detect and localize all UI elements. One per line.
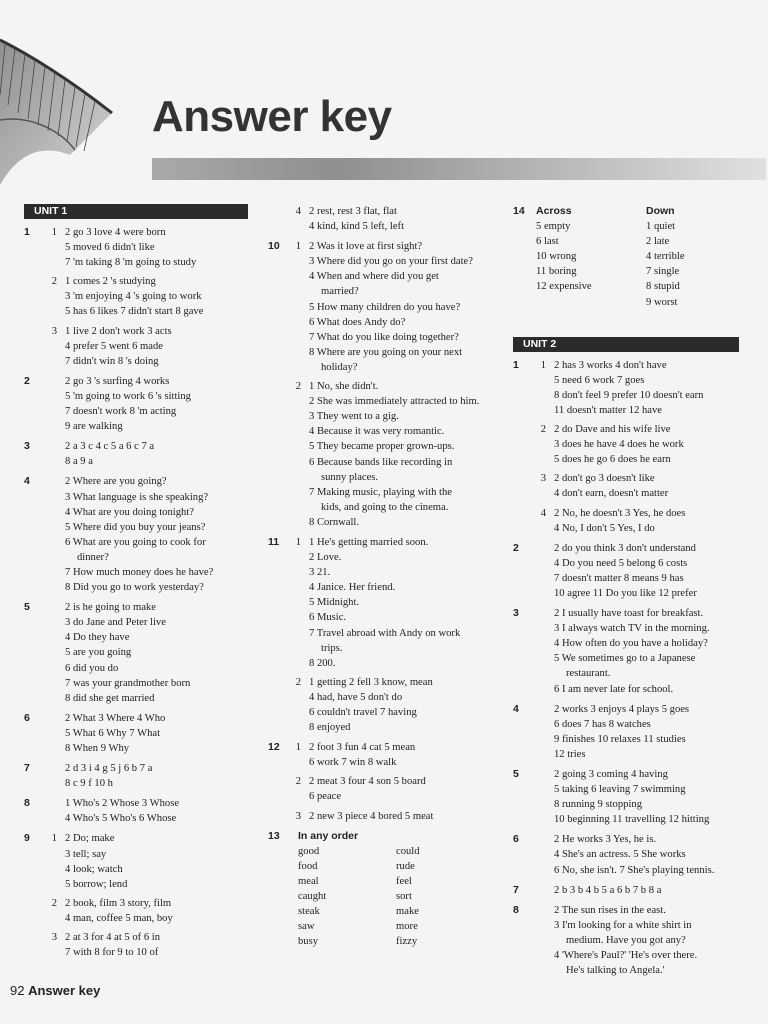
exercise-block xyxy=(513,541,739,601)
answer-part xyxy=(534,471,739,501)
exercise-number: 1 xyxy=(24,226,30,238)
answer-line: 9 finishes 10 relaxes 11 studies xyxy=(554,733,686,745)
answer-line: 3 do Jane and Peter live xyxy=(65,617,166,629)
down-item: 7 single xyxy=(646,266,680,278)
exercise-block xyxy=(24,474,248,595)
answer-part xyxy=(45,600,248,706)
answer-line: 5 borrow; lend xyxy=(65,878,128,890)
word-item: saw xyxy=(298,921,315,933)
title-gradient-bar xyxy=(152,158,766,180)
answer-line: 4 How often do you have a holiday? xyxy=(554,638,708,650)
exercise-block xyxy=(513,702,739,762)
answer-line: 6 does 7 has 8 watches xyxy=(554,718,651,730)
answer-line: 3 'm enjoying 4 's going to work xyxy=(65,291,202,303)
answer-line: 2 Where are you going? xyxy=(65,476,167,488)
column-1 xyxy=(24,204,248,965)
answer-line: 7 didn't win 8 's doing xyxy=(65,355,159,367)
exercise-number: 14 xyxy=(513,205,525,217)
answer-line: 6 did you do xyxy=(65,662,119,674)
answer-line: 7 Making music, playing with the xyxy=(309,486,453,498)
across-item: 5 empty xyxy=(536,221,571,233)
answer-line: 7 How much money does he have? xyxy=(65,566,214,578)
answer-part xyxy=(289,809,490,824)
answer-line: 2 foot 3 fun 4 cat 5 mean xyxy=(309,742,416,754)
answer-line: 7 doesn't matter 8 means 9 has xyxy=(554,572,684,584)
answer-line: 2 Was it love at first sight? xyxy=(309,241,423,253)
exercise-block xyxy=(24,761,248,791)
answer-part xyxy=(289,740,490,770)
exercise-number: 11 xyxy=(268,535,280,548)
answer-line: 8 running 9 stopping xyxy=(554,799,642,811)
answer-line: 7 Travel abroad with Andy on work xyxy=(309,627,461,639)
exercise-13-heading: In any order xyxy=(298,829,359,842)
exercise-block xyxy=(513,903,739,978)
exercise-number: 8 xyxy=(513,903,519,916)
answer-line: 6 Because bands like recording in xyxy=(309,456,453,468)
exercise-block xyxy=(24,225,248,369)
exercise-number: 4 xyxy=(513,702,519,715)
answer-line: 2 rest, rest 3 flat, flat xyxy=(309,206,397,217)
page-number: 92 xyxy=(10,983,25,998)
answer-line: 3 They went to a gig. xyxy=(309,411,399,423)
answer-line: 2 meat 3 four 4 son 5 board xyxy=(309,776,426,788)
word-item: food xyxy=(298,860,318,872)
exercise-block xyxy=(513,606,739,697)
answer-line: 2 do Dave and his wife live xyxy=(554,424,671,436)
answer-line: 4 She's an actress. 5 She works xyxy=(554,849,686,861)
col2-exercises xyxy=(268,204,490,824)
answer-line: 4 When and where did you get xyxy=(309,271,439,283)
exercise-number: 7 xyxy=(513,883,519,896)
part-number: 2 xyxy=(540,424,546,436)
answer-line: 3 tell; say xyxy=(65,848,107,860)
answer-line: 6 Music. xyxy=(309,612,347,624)
answer-part xyxy=(289,239,490,375)
word-item: meal xyxy=(298,875,319,887)
column-2 xyxy=(268,204,490,954)
answer-part xyxy=(289,535,490,671)
answer-line: 4 Do they have xyxy=(65,632,130,644)
word-item: steak xyxy=(298,906,320,918)
answer-line: married? xyxy=(321,286,359,298)
word-item: rude xyxy=(396,860,415,872)
answer-line: restaurant. xyxy=(566,668,611,680)
answer-line: 4 What are you doing tonight? xyxy=(65,506,194,518)
decorative-roof-image xyxy=(0,35,115,185)
answer-line: 2 go 3 's surfing 4 works xyxy=(65,375,170,387)
answer-line: 6 What does Andy do? xyxy=(309,316,406,328)
unit-2-header: UNIT 2 xyxy=(513,337,739,352)
exercise-block xyxy=(24,374,248,434)
word-item: more xyxy=(396,921,418,933)
part-number: 3 xyxy=(295,810,301,822)
answer-line: 7 doesn't work 8 'm acting xyxy=(65,406,177,418)
part-number: 2 xyxy=(295,676,301,688)
across-item: 6 last xyxy=(536,236,559,248)
answer-part xyxy=(45,274,248,319)
answer-line: 3 I always watch TV in the morning. xyxy=(554,623,710,635)
answer-line: 1 comes 2 's studying xyxy=(65,276,156,288)
exercise-number: 8 xyxy=(24,797,30,810)
answer-line: 12 tries xyxy=(554,748,586,760)
answer-part xyxy=(534,358,739,418)
answer-part xyxy=(45,439,248,469)
answer-line: 2 works 3 enjoys 4 plays 5 goes xyxy=(554,703,690,715)
answer-line: 2 I usually have toast for breakfast. xyxy=(554,608,704,620)
answer-line: 1 Who's 2 Whose 3 Whose xyxy=(65,798,180,810)
answer-line: holiday? xyxy=(321,361,358,373)
word-item: sort xyxy=(396,891,412,903)
answer-line: 11 doesn't matter 12 have xyxy=(554,404,663,416)
word-item: could xyxy=(396,845,420,857)
answer-line: 1 He's getting married soon. xyxy=(309,536,429,548)
exercise-14 xyxy=(513,204,739,310)
answer-part xyxy=(45,225,248,270)
part-number: 3 xyxy=(51,932,57,944)
part-number: 2 xyxy=(51,897,57,909)
exercise-block xyxy=(268,535,490,735)
answer-line: 7 What do you like doing together? xyxy=(309,331,459,343)
exercise-number: 4 xyxy=(24,475,30,488)
part-number: 2 xyxy=(295,776,301,788)
down-item: 9 worst xyxy=(646,296,678,308)
answer-line: 2 No, he doesn't 3 Yes, he does xyxy=(554,507,686,519)
answer-line: 7 was your grandmother born xyxy=(65,677,191,689)
exercise-block xyxy=(513,883,739,898)
answer-line: sunny places. xyxy=(321,471,379,483)
col1-exercises xyxy=(24,225,248,960)
answer-line: 5 need 6 work 7 goes xyxy=(554,374,645,386)
down-item: 1 quiet xyxy=(646,221,676,233)
answer-line: 4 Janice. Her friend. xyxy=(309,582,396,594)
answer-line: 2 going 3 coming 4 having xyxy=(554,769,668,780)
answer-part xyxy=(534,606,739,697)
part-number: 3 xyxy=(540,473,546,485)
exercise-block xyxy=(24,831,248,960)
answer-line: 1 getting 2 fell 3 know, mean xyxy=(309,676,433,688)
word-item: fizzy xyxy=(396,936,418,948)
down-item: 2 late xyxy=(646,236,670,248)
answer-line: 6 No, she isn't. 7 She's playing tennis. xyxy=(554,864,715,876)
across-item: 12 expensive xyxy=(536,281,592,293)
answer-line: 3 Where did you go on your first date? xyxy=(309,256,473,268)
answer-line: trips. xyxy=(321,642,343,654)
part-number: 1 xyxy=(295,742,301,754)
exercise-number: 1 xyxy=(513,358,519,371)
answer-line: 4 Who's 5 Who's 6 Whose xyxy=(65,813,177,825)
answer-part xyxy=(45,831,248,891)
exercise-number: 3 xyxy=(513,607,519,620)
exercise-block xyxy=(24,439,248,469)
exercise-number: 5 xyxy=(513,768,519,780)
word-item: caught xyxy=(298,891,327,903)
answer-line: 5 Where did you buy your jeans? xyxy=(65,521,206,533)
footer-label: Answer key xyxy=(28,983,101,998)
answer-line: 6 couldn't travel 7 having xyxy=(309,707,417,718)
answer-line: 2 Do; make xyxy=(65,833,115,845)
answer-line: 5 has 6 likes 7 didn't start 8 gave xyxy=(65,306,204,318)
exercise-block xyxy=(268,204,490,234)
answer-line: 6 What are you going to cook for xyxy=(65,536,206,548)
exercise-block xyxy=(513,767,739,827)
answer-part xyxy=(45,930,248,960)
answer-line: 2 What 3 Where 4 Who xyxy=(65,712,166,724)
answer-line: 2 has 3 works 4 don't have xyxy=(554,359,667,371)
exercise-number: 2 xyxy=(513,541,519,554)
answer-line: 4 had, have 5 don't do xyxy=(309,691,403,703)
exercise-number: 10 xyxy=(268,240,280,253)
answer-line: 5 taking 6 leaving 7 swimming xyxy=(554,784,686,796)
answer-line: 3 What language is she speaking? xyxy=(65,491,209,503)
answer-part xyxy=(289,379,490,530)
answer-part xyxy=(45,474,248,595)
answer-line: 8 Where are you going on your next xyxy=(309,346,463,358)
answer-line: 4 look; watch xyxy=(65,863,123,875)
column-3 xyxy=(513,204,739,983)
answer-line: 5 What 6 Why 7 What xyxy=(65,727,161,739)
answer-part xyxy=(45,374,248,434)
across-list xyxy=(536,204,646,310)
answer-line: 9 are walking xyxy=(65,421,123,433)
answer-line: medium. Have you got any? xyxy=(566,934,686,946)
answer-line: 8 did she get married xyxy=(65,692,155,704)
part-number: 1 xyxy=(295,536,301,548)
answer-line: 4 kind, kind 5 left, left xyxy=(309,221,405,233)
answer-line: 4 'Where's Paul?' 'He's over there. xyxy=(554,950,698,962)
answer-part xyxy=(289,675,490,735)
exercise-number: 12 xyxy=(268,741,280,754)
answer-part xyxy=(45,711,248,756)
exercise-number: 9 xyxy=(24,832,30,845)
answer-part xyxy=(45,324,248,369)
down-list xyxy=(646,204,736,310)
answer-line: kids, and going to the cinema. xyxy=(321,501,449,513)
part-number: 3 xyxy=(51,325,57,337)
exercise-number: 13 xyxy=(268,829,280,842)
answer-part xyxy=(534,541,739,601)
part-number: 1 xyxy=(540,359,546,371)
answer-line: 2 d 3 i 4 g 5 j 6 b 7 a xyxy=(65,763,153,775)
part-number: 2 xyxy=(295,381,301,393)
answer-line: 8 don't feel 9 prefer 10 doesn't earn xyxy=(554,389,704,401)
part-number: 1 xyxy=(51,833,57,845)
answer-line: 2 new 3 piece 4 bored 5 meat xyxy=(309,810,434,822)
down-item: 4 terrible xyxy=(646,251,685,263)
answer-part xyxy=(534,832,739,877)
answer-line: 6 peace xyxy=(309,791,342,803)
answer-line: 8 Did you go to work yesterday? xyxy=(65,582,204,594)
answer-line: 4 don't earn, doesn't matter xyxy=(554,488,669,500)
answer-line: 4 Do you need 5 belong 6 costs xyxy=(554,557,688,569)
answer-line: 8 200. xyxy=(309,657,336,669)
down-heading: Down xyxy=(646,205,675,217)
exercise-number: 7 xyxy=(24,762,30,775)
answer-line: 2 is he going to make xyxy=(65,602,156,614)
page-title: Answer key xyxy=(152,92,392,141)
answer-line: 4 Because it was very romantic. xyxy=(309,426,445,438)
exercise-block xyxy=(24,796,248,826)
exercise-block xyxy=(513,358,739,536)
answer-line: 3 does he have 4 does he work xyxy=(554,439,684,451)
part-number: 1 xyxy=(51,227,57,238)
answer-line: 5 'm going to work 6 's sitting xyxy=(65,390,191,402)
exercise-block xyxy=(24,711,248,756)
exercise-14-grid xyxy=(534,204,739,310)
answer-line: 8 enjoyed xyxy=(309,722,351,734)
answer-line: 2 He works 3 Yes, he is. xyxy=(554,834,657,846)
answer-line: 1 No, she didn't. xyxy=(309,381,379,393)
answer-line: dinner? xyxy=(77,551,109,563)
answer-part xyxy=(45,896,248,926)
answer-line: 8 When 9 Why xyxy=(65,743,130,754)
across-item: 10 wrong xyxy=(536,251,577,263)
unit-1-header: UNIT 1 xyxy=(24,204,248,219)
answer-line: 1 live 2 don't work 3 acts xyxy=(65,325,172,337)
answer-part xyxy=(45,761,248,791)
answer-line: 3 I'm looking for a white shirt in xyxy=(554,919,692,931)
answer-line: 4 man, coffee 5 man, boy xyxy=(65,912,173,924)
exercise-13 xyxy=(268,829,490,950)
word-item: feel xyxy=(396,875,412,887)
answer-part xyxy=(534,506,739,536)
answer-part xyxy=(534,883,739,898)
answer-line: 3 21. xyxy=(309,567,331,579)
answer-line: 2 do you think 3 don't understand xyxy=(554,542,696,554)
answer-line: 2 go 3 love 4 were born xyxy=(65,227,166,238)
answer-line: 5 How many children do you have? xyxy=(309,301,461,313)
exercise-number: 6 xyxy=(513,833,519,846)
answer-part xyxy=(45,796,248,826)
answer-line: 10 beginning 11 travelling 12 hitting xyxy=(554,814,710,826)
answer-part xyxy=(289,204,490,234)
answer-line: 7 'm taking 8 'm going to study xyxy=(65,257,197,269)
part-number: 4 xyxy=(540,507,546,519)
answer-line: 10 agree 11 Do you like 12 prefer xyxy=(554,587,697,599)
across-heading: Across xyxy=(536,205,572,217)
answer-line: 5 are you going xyxy=(65,647,132,659)
answer-line: 2 Love. xyxy=(309,552,342,564)
answer-line: 5 They became proper grown-ups. xyxy=(309,441,455,453)
answer-line: 2 The sun rises in the east. xyxy=(554,904,666,916)
exercise-block xyxy=(268,740,490,823)
part-number: 1 xyxy=(295,241,301,253)
exercise-number: 3 xyxy=(24,440,30,453)
answer-line: 8 c 9 f 10 h xyxy=(65,778,113,790)
answer-line: 5 We sometimes go to a Japanese xyxy=(554,653,696,665)
answer-line: 5 Midnight. xyxy=(309,597,360,609)
answer-part xyxy=(534,767,739,827)
word-item: busy xyxy=(298,936,319,948)
word-item: good xyxy=(298,845,320,857)
answer-line: 4 prefer 5 went 6 made xyxy=(65,340,163,352)
answer-line: He's talking to Angela.' xyxy=(566,965,665,977)
part-number: 4 xyxy=(295,206,301,217)
answer-line: 8 a 9 a xyxy=(65,456,93,468)
answer-part xyxy=(534,422,739,467)
answer-line: 2 a 3 c 4 c 5 a 6 c 7 a xyxy=(65,441,155,453)
answer-line: 5 moved 6 didn't like xyxy=(65,242,155,254)
exercise-block xyxy=(24,600,248,706)
word-item: make xyxy=(396,906,419,918)
answer-line: 2 She was immediately attracted to him. xyxy=(309,396,480,408)
exercise-13-grid xyxy=(289,844,490,950)
down-item: 8 stupid xyxy=(646,281,680,293)
answer-part xyxy=(534,903,739,978)
exercise-block xyxy=(268,239,490,530)
answer-line: 5 does he go 6 does he earn xyxy=(554,454,671,466)
across-item: 11 boring xyxy=(536,266,577,278)
answer-line: 7 with 8 for 9 to 10 of xyxy=(65,947,159,959)
col3-exercises xyxy=(513,358,739,979)
part-number: 2 xyxy=(51,276,57,288)
exercise-number: 2 xyxy=(24,374,30,387)
answer-part xyxy=(289,774,490,804)
page-footer xyxy=(10,983,100,998)
answer-line: 6 work 7 win 8 walk xyxy=(309,757,397,769)
answer-line: 6 I am never late for school. xyxy=(554,683,674,695)
exercise-number: 5 xyxy=(24,601,30,614)
exercise-number: 6 xyxy=(24,711,30,724)
exercise-block xyxy=(513,832,739,877)
answer-line: 4 No, I don't 5 Yes, I do xyxy=(554,522,655,534)
answer-line: 2 book, film 3 story, film xyxy=(65,897,172,909)
answer-line: 2 don't go 3 doesn't like xyxy=(554,473,655,485)
answer-line: 8 Cornwall. xyxy=(309,516,360,528)
answer-line: 2 b 3 b 4 b 5 a 6 b 7 b 8 a xyxy=(554,884,662,896)
answer-part xyxy=(534,702,739,762)
answer-line: 2 at 3 for 4 at 5 of 6 in xyxy=(65,932,161,944)
